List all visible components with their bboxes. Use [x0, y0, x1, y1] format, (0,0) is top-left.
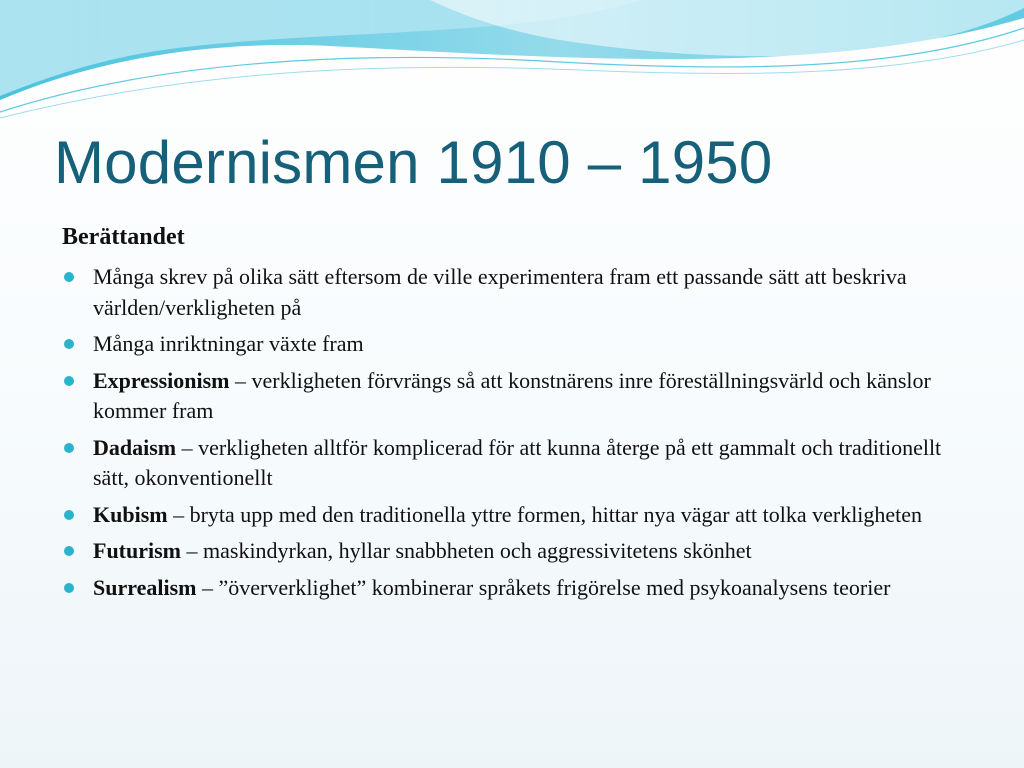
- bullet-dot-icon: [64, 443, 74, 453]
- bullet-item: [62, 329, 962, 360]
- bullet-term: Dadaism: [93, 434, 177, 460]
- bullet-text: Många skrev på olika sätt eftersom de ville experimentera fram ett passande sätt att beskriva världen/verkligheten på: [93, 264, 907, 320]
- bullet-dot-icon: [64, 510, 74, 520]
- bullet-dot-icon: [64, 339, 74, 349]
- bullet-text: – verkligheten förvrängs så att konstnärens inre föreställningsvärld och känslor kommer fram: [93, 367, 931, 423]
- bullet-item-surrealism: [62, 573, 962, 604]
- decorative-wave-banner: [0, 0, 1024, 130]
- slide-title: Modernismen 1910 – 1950: [54, 129, 773, 196]
- bullet-term: Futurism: [93, 538, 181, 563]
- bullet-item-expressionism: [62, 366, 962, 427]
- bullet-dot-icon: [64, 583, 74, 593]
- bullet-item-dadaism: [62, 433, 962, 494]
- bullet-item-futurism: [62, 536, 962, 567]
- bullet-text: – maskindyrkan, hyllar snabbheten och aggressivitetens skönhet: [181, 538, 752, 563]
- section-heading: Berättandet: [62, 224, 185, 250]
- bullet-text: – ”öververklighet” kombinerar språkets frigörelse med psykoanalysens teorier: [196, 574, 891, 600]
- bullet-dot-icon: [64, 376, 74, 386]
- bullet-term: Expressionism: [93, 367, 230, 393]
- bullet-list: [62, 262, 962, 609]
- bullet-term: Surrealism: [93, 574, 197, 600]
- bullet-item-kubism: [62, 500, 962, 531]
- bullet-text: – verkligheten alltför komplicerad för att kunna återge på ett gammalt och traditionellt sätt, okonventionellt: [93, 434, 942, 490]
- bullet-dot-icon: [64, 546, 74, 556]
- bullet-dot-icon: [64, 272, 74, 282]
- bullet-text: Många inriktningar växte fram: [93, 331, 364, 356]
- bullet-text: – bryta upp med den traditionella yttre formen, hittar nya vägar att tolka verkligheten: [167, 501, 923, 527]
- bullet-term: Kubism: [93, 501, 168, 527]
- bullet-item: [62, 262, 962, 323]
